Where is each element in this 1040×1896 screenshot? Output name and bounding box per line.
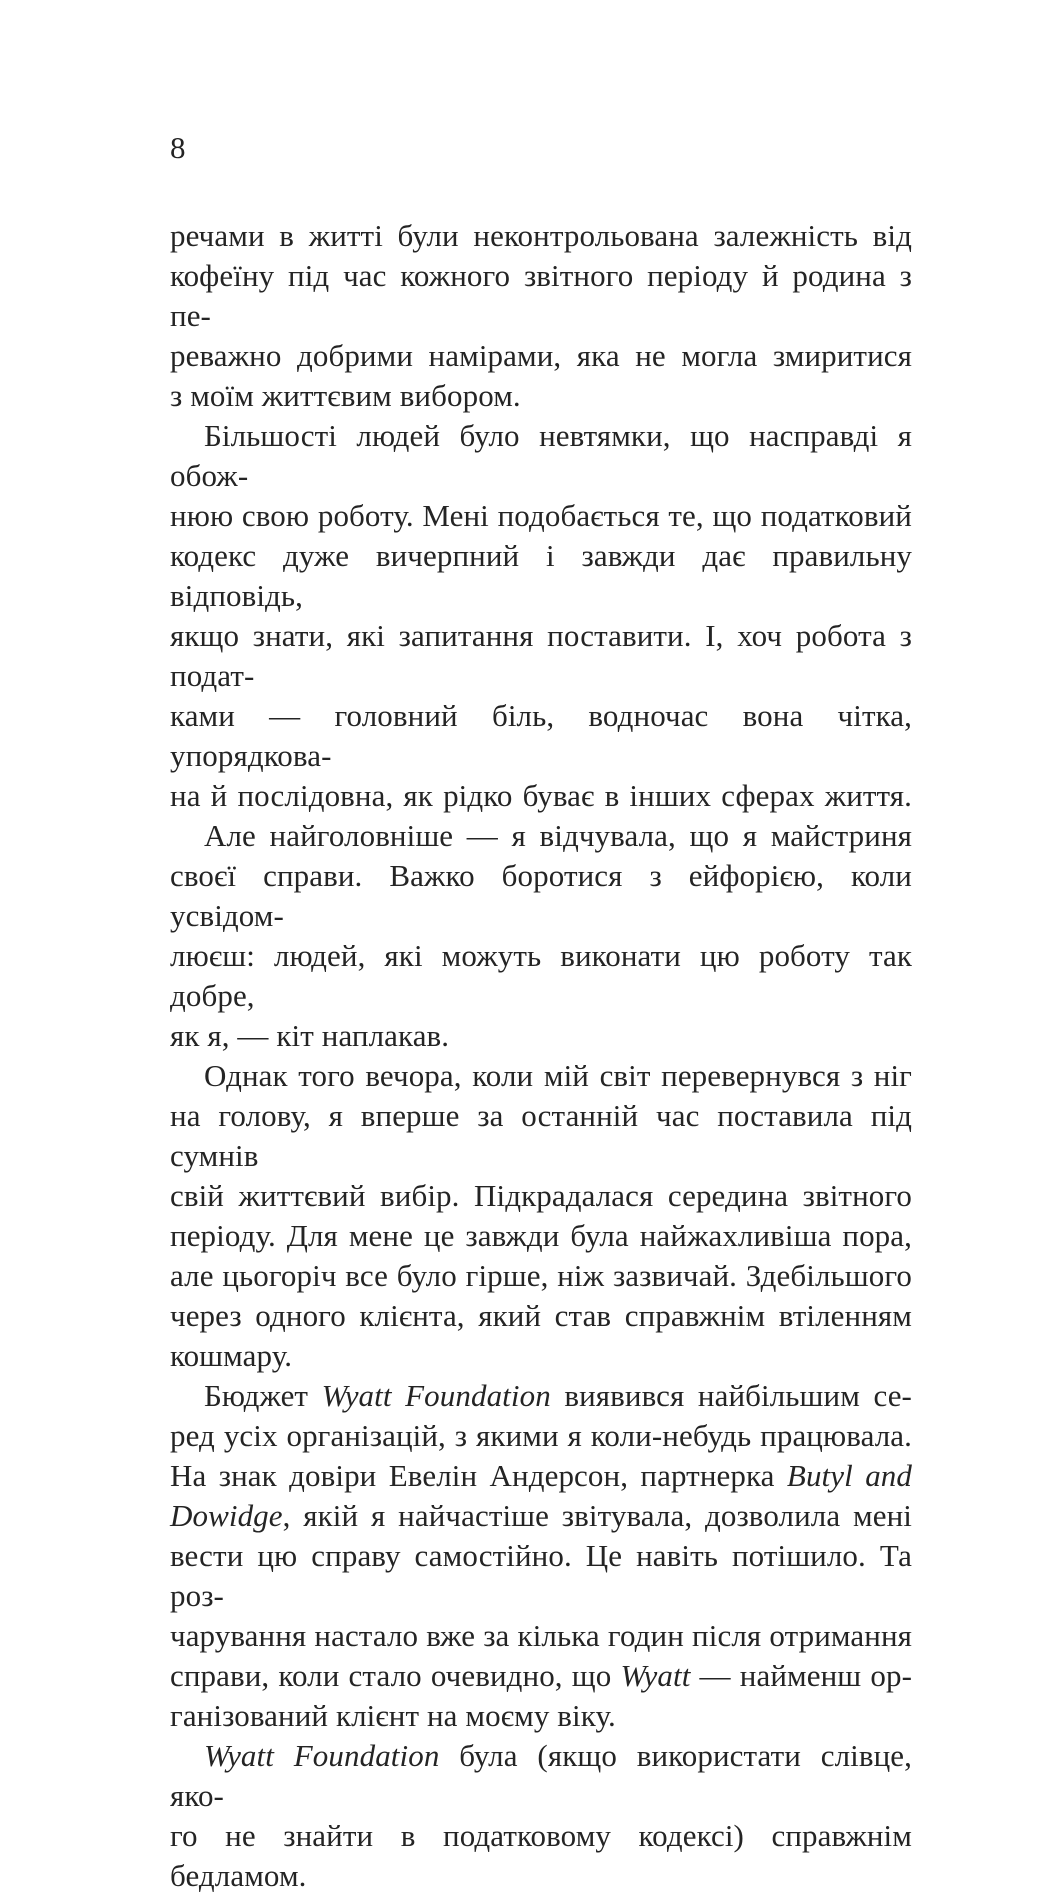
body-text: — найменш ор-: [690, 1658, 912, 1693]
body-text: якщо знати, які запитання поставити. І, хоч робота з подат-: [170, 618, 912, 693]
text-line: [170, 1016, 912, 1056]
body-text: кошмару.: [170, 1338, 293, 1373]
text-line: [170, 1416, 912, 1456]
text-line: [170, 816, 912, 856]
body-text: кофеїну під час кожного звітного періоду й родина з пе-: [170, 258, 912, 333]
body-text: кодекс дуже вичерпний і завжди дає правильну відповідь,: [170, 538, 912, 613]
text-line: [170, 696, 912, 776]
text-line: [170, 336, 912, 376]
text-line: [170, 256, 912, 336]
text-line: [170, 1456, 912, 1496]
body-text: чарування настало вже за кілька годин після отримання: [170, 1618, 912, 1653]
body-text: але цьогоріч все було гірше, ніж зазвичай. Здебільшого: [170, 1258, 912, 1293]
page-number: 8: [170, 130, 186, 165]
text-line: [170, 1256, 912, 1296]
body-text: речами в житті були неконтрольована залежність від: [170, 218, 912, 253]
body-text: ред усіх організацій, з якими я коли-небудь працювала.: [170, 1418, 912, 1453]
text-line: [170, 496, 912, 536]
body-text: на голову, я вперше за останній час поставила під сумнів: [170, 1098, 912, 1173]
body-text: нюю свою роботу. Мені подобається те, що податковий: [170, 498, 912, 533]
text-line: [170, 856, 912, 936]
body-text: своєї справи. Важко боротися з ейфорією, коли усвідом-: [170, 858, 912, 933]
text-line: [170, 416, 912, 496]
italic-text: Wyatt Foundation: [321, 1378, 551, 1413]
text-line: [170, 936, 912, 1016]
text-line: [170, 1816, 912, 1896]
body-text: на й послідовна, як рідко буває в інших сферах життя.: [170, 778, 912, 813]
text-line: [170, 1336, 912, 1376]
text-line: [170, 1056, 912, 1096]
page-body: [170, 216, 912, 1896]
text-line: [170, 616, 912, 696]
text-line: [170, 536, 912, 616]
body-text: Однак того вечора, коли мій світ перевернувся з ніг: [204, 1058, 912, 1093]
body-text: через одного клієнта, який став справжнім втіленням: [170, 1298, 912, 1333]
body-text: , якій я найчастіше звітувала, дозволила мені: [282, 1498, 912, 1533]
body-text: го не знайти в податковому кодексі) справжнім бедламом.: [170, 1818, 912, 1893]
text-line: [170, 1296, 912, 1336]
body-text: періоду. Для мене це завжди була найжахливіша пора,: [170, 1218, 912, 1253]
italic-text: Butyl and: [786, 1458, 913, 1493]
text-line: [170, 1736, 912, 1816]
text-line: [170, 1696, 912, 1736]
text-line: [170, 1496, 912, 1536]
body-text: люєш: людей, які можуть виконати цю роботу так добре,: [170, 938, 912, 1013]
body-text: Бюджет: [204, 1378, 322, 1413]
text-line: [170, 1176, 912, 1216]
body-text: ганізований клієнт на моєму віку.: [170, 1698, 616, 1733]
text-line: [170, 1656, 912, 1696]
italic-text: Wyatt: [620, 1658, 691, 1693]
text-line: [170, 776, 912, 816]
body-text: ками — головний біль, водночас вона чітка, упорядкова-: [170, 698, 912, 773]
body-text: була (якщо використати слівце, яко-: [170, 1738, 912, 1813]
body-text: з моїм життєвим вибором.: [170, 378, 521, 413]
body-text: як я, — кіт наплакав.: [170, 1018, 450, 1053]
text-line: [170, 1616, 912, 1656]
text-line: [170, 1216, 912, 1256]
body-text: свій життєвий вибір. Підкрадалася середина звітного: [170, 1178, 912, 1213]
body-text: виявився найбільшим се-: [550, 1378, 912, 1413]
text-line: [170, 216, 912, 256]
body-text: Але найголовніше — я відчувала, що я майстриня: [204, 818, 912, 853]
text-line: [170, 1096, 912, 1176]
body-text: реважно добрими намірами, яка не могла змиритися: [170, 338, 912, 373]
italic-text: Wyatt Foundation: [204, 1738, 440, 1773]
body-text: Більшості людей було невтямки, що насправді я обож-: [170, 418, 912, 493]
body-text: На знак довіри Евелін Андерсон, партнерка: [170, 1458, 787, 1493]
text-line: [170, 1536, 912, 1616]
text-line: [170, 376, 912, 416]
italic-text: Dowidge: [170, 1498, 283, 1533]
body-text: справи, коли стало очевидно, що: [170, 1658, 621, 1693]
body-text: вести цю справу самостійно. Це навіть потішило. Та роз-: [170, 1538, 912, 1613]
text-line: [170, 1376, 912, 1416]
